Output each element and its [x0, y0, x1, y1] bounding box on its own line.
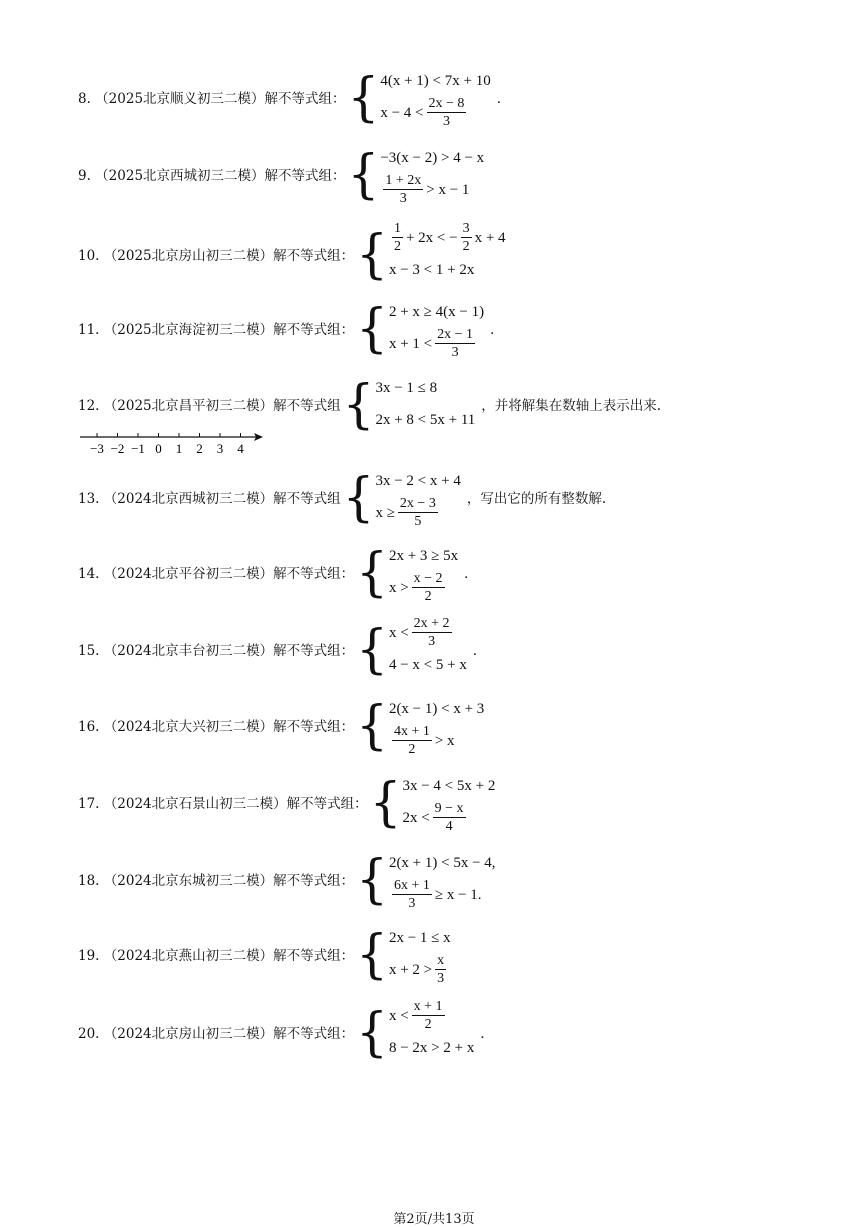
fraction-denominator: 2: [408, 742, 416, 757]
fraction: [427, 97, 467, 129]
inequality-line-1: [389, 693, 484, 725]
number-line-tick-label: 4: [237, 441, 244, 456]
problem-suffix: ，并将解集在数轴上表示出来.: [481, 398, 662, 414]
inequality-system: [356, 617, 467, 681]
expression-text: −3(x − 2) > 4 − x: [380, 149, 485, 166]
inequality-line-1: [380, 142, 484, 174]
expression-text: 3x − 2 < x + 4: [375, 472, 461, 489]
expression-text: 2 + x ≥ 4(x − 1): [388, 303, 485, 320]
inequality-line-2: [402, 802, 495, 834]
fraction: [392, 222, 403, 254]
problem-item: [78, 1000, 494, 1064]
left-brace: {: [369, 771, 402, 833]
problem-label: 12. （2025北京昌平初三二模）解不等式组: [78, 398, 341, 414]
problem-label: 20. （2024北京房山初三二模）解不等式组：: [78, 1026, 355, 1042]
left-brace: {: [342, 466, 375, 528]
inequality-line-2: [389, 649, 467, 681]
fraction: [392, 879, 432, 911]
problem-item: [78, 372, 661, 436]
fraction-numerator: 1: [393, 221, 401, 236]
inequality-system: [356, 296, 484, 360]
inequality-line-1: [389, 1000, 474, 1032]
fraction-denominator: 4: [445, 819, 453, 834]
problem-suffix: ．: [472, 643, 487, 659]
fraction-numerator: 2x + 2: [413, 616, 450, 631]
fraction-denominator: 2: [393, 239, 401, 254]
inequality-line-2: [380, 97, 490, 129]
left-brace: {: [356, 223, 388, 285]
inequality-line-1: [389, 540, 458, 572]
expression-text: x >: [388, 579, 409, 596]
inequality-line-2: [389, 572, 458, 604]
problem-item: [78, 142, 484, 206]
problem-suffix: ，写出它的所有整数解.: [466, 491, 607, 507]
expression-text: > x − 1: [426, 181, 470, 198]
fraction-numerator: x + 1: [413, 999, 443, 1014]
inequality-line-1: [389, 617, 467, 649]
problem-item: [78, 296, 504, 360]
problem-label: 18. （2024北京东城初三二模）解不等式组：: [78, 873, 355, 889]
problem-item: [78, 770, 495, 834]
expression-text: 2x + 3 ≥ 5x: [388, 547, 459, 564]
expression-text: x + 1 <: [388, 335, 433, 352]
expression-text: 2(x + 1) < 5x − 4,: [388, 854, 496, 871]
inequality-system: [343, 465, 461, 529]
inequality-line-2: [375, 404, 475, 436]
fraction-numerator: 4x + 1: [393, 724, 430, 739]
fraction-denominator: 3: [408, 896, 416, 911]
problem-suffix: ．: [490, 322, 504, 338]
inequality-system: [356, 847, 495, 911]
inequality-line-2: [389, 725, 484, 757]
problem-label: 15. （2024北京丰台初三二模）解不等式组：: [78, 643, 355, 659]
problem-label: 11. （2025北京海淀初三二模）解不等式组：: [78, 322, 355, 338]
fraction-numerator: x − 2: [413, 571, 443, 586]
inequality-line-2: [389, 254, 506, 286]
fraction-denominator: 3: [451, 345, 459, 360]
fraction-denominator: 3: [399, 191, 407, 206]
fraction: [412, 572, 445, 604]
problem-item: [78, 693, 484, 757]
problem-label: 13. （2024北京西城初三二模）解不等式组: [78, 491, 341, 507]
inequality-system: [356, 540, 458, 604]
fraction-denominator: 3: [437, 971, 445, 986]
number-line-tick-label: 3: [216, 441, 224, 456]
fraction: [435, 954, 446, 986]
left-brace: {: [356, 923, 388, 985]
inequality-line-2: [375, 497, 460, 529]
problem-suffix: ．: [464, 566, 478, 582]
expression-text: x <: [388, 1007, 409, 1024]
problem-label: 14. （2024北京平谷初三二模）解不等式组：: [78, 566, 355, 582]
problem-item: [78, 465, 606, 529]
number-line-tick-label: −1: [131, 441, 145, 456]
left-brace: {: [347, 66, 380, 128]
fraction-numerator: 2x − 1: [437, 327, 474, 342]
inequality-line-2: [389, 954, 451, 986]
number-line-tick-label: 0: [155, 441, 162, 456]
problem-item: [78, 922, 451, 986]
expression-text: > x: [434, 732, 455, 749]
inequality-system: [356, 693, 484, 757]
expression-text: 4 − x < 5 + x: [388, 656, 467, 673]
inequality-line-1: [389, 296, 484, 328]
fraction-numerator: 1 + 2x: [385, 173, 422, 188]
expression-text: 3x − 4 < 5x + 2: [402, 777, 496, 794]
left-brace: {: [356, 618, 388, 680]
inequality-line-2: [389, 328, 484, 360]
problem-label: 9. （2025北京西城初三二模）解不等式组：: [78, 168, 346, 184]
expression-text: 2x + 8 < 5x + 11: [375, 411, 476, 428]
problem-suffix: ．: [496, 91, 511, 107]
expression-text: x + 2 >: [388, 961, 433, 978]
fraction-numerator: 6x + 1: [393, 878, 430, 893]
number-line-tick-label: 1: [175, 441, 183, 456]
inequality-line-1: [389, 222, 506, 254]
problem-item: [78, 847, 496, 911]
problem-item: [78, 65, 510, 129]
expression-text: x − 4 <: [380, 104, 424, 121]
fraction: [461, 222, 472, 254]
inequality-line-2: [389, 1032, 474, 1064]
problem-label: 16. （2024北京大兴初三二模）解不等式组：: [78, 719, 355, 735]
problem-item: [78, 617, 486, 681]
fraction: [433, 802, 466, 834]
number-line-tick-label: −2: [110, 441, 125, 456]
problem-item: [78, 222, 506, 286]
number-line-tick-label: 2: [196, 441, 203, 456]
inequality-line-1: [380, 65, 490, 97]
fraction: [383, 174, 423, 206]
expression-text: x <: [388, 624, 409, 641]
fraction: [412, 617, 452, 649]
inequality-line-1: [375, 465, 460, 497]
fraction: [398, 497, 438, 529]
problem-label: 10. （2025北京房山初三二模）解不等式组：: [78, 248, 355, 264]
left-brace: {: [356, 541, 388, 603]
fraction-denominator: 3: [442, 114, 450, 129]
inequality-system: [348, 142, 485, 206]
expression-text: x ≥: [375, 504, 395, 521]
expression-text: 2x <: [402, 809, 430, 826]
problem-suffix: ．: [480, 1026, 494, 1042]
fraction-denominator: 2: [424, 589, 432, 604]
inequality-line-1: [389, 847, 496, 879]
fraction-numerator: 2x − 3: [399, 496, 436, 511]
fraction: [435, 328, 475, 360]
inequality-line-2: [380, 174, 484, 206]
fraction-numerator: 3: [462, 221, 470, 236]
expression-text: ≥ x − 1.: [434, 886, 482, 903]
inequality-system: [356, 222, 505, 286]
fraction-numerator: x: [437, 953, 445, 968]
fraction-denominator: 5: [414, 514, 422, 529]
left-brace: {: [356, 1001, 388, 1063]
expression-text: 3x − 1 ≤ 8: [375, 379, 438, 396]
inequality-system: [356, 1000, 474, 1064]
fraction-numerator: 2x − 8: [428, 96, 465, 111]
inequality-system: [348, 65, 491, 129]
expression-text: + 2x < −: [405, 229, 458, 246]
left-brace: {: [356, 297, 388, 359]
inequality-line-2: [389, 879, 496, 911]
expression-text: 4(x + 1) < 7x + 10: [380, 72, 491, 89]
expression-text: x − 3 < 1 + 2x: [388, 261, 475, 278]
problem-label: 8. （2025北京顺义初三二模）解不等式组：: [78, 91, 346, 107]
inequality-line-1: [375, 372, 475, 404]
inequality-line-1: [389, 922, 451, 954]
expression-text: x + 4: [474, 229, 506, 246]
inequality-system: [356, 922, 451, 986]
inequality-system: [343, 372, 476, 436]
expression-text: 2(x − 1) < x + 3: [388, 700, 485, 717]
problem-label: 17. （2024北京石景山初三二模）解不等式组：: [78, 796, 368, 812]
problem-item: [78, 540, 478, 604]
left-brace: {: [342, 373, 375, 435]
fraction: [412, 1000, 445, 1032]
expression-text: 2x − 1 ≤ x: [388, 929, 451, 946]
number-line: [80, 428, 270, 458]
fraction-denominator: 3: [428, 634, 436, 649]
fraction: [392, 725, 432, 757]
number-line-tick-label: −3: [90, 441, 104, 456]
problem-label: 19. （2024北京燕山初三二模）解不等式组：: [78, 948, 355, 964]
left-brace: {: [356, 848, 388, 910]
left-brace: {: [356, 694, 388, 756]
fraction-numerator: 9 − x: [434, 801, 464, 816]
expression-text: 8 − 2x > 2 + x: [388, 1039, 475, 1056]
inequality-system: [370, 770, 496, 834]
fraction-denominator: 2: [462, 239, 470, 254]
inequality-line-1: [402, 770, 495, 802]
fraction-denominator: 2: [424, 1017, 432, 1032]
left-brace: {: [347, 143, 380, 205]
page-footer: 第2页/共13页: [393, 1212, 475, 1227]
